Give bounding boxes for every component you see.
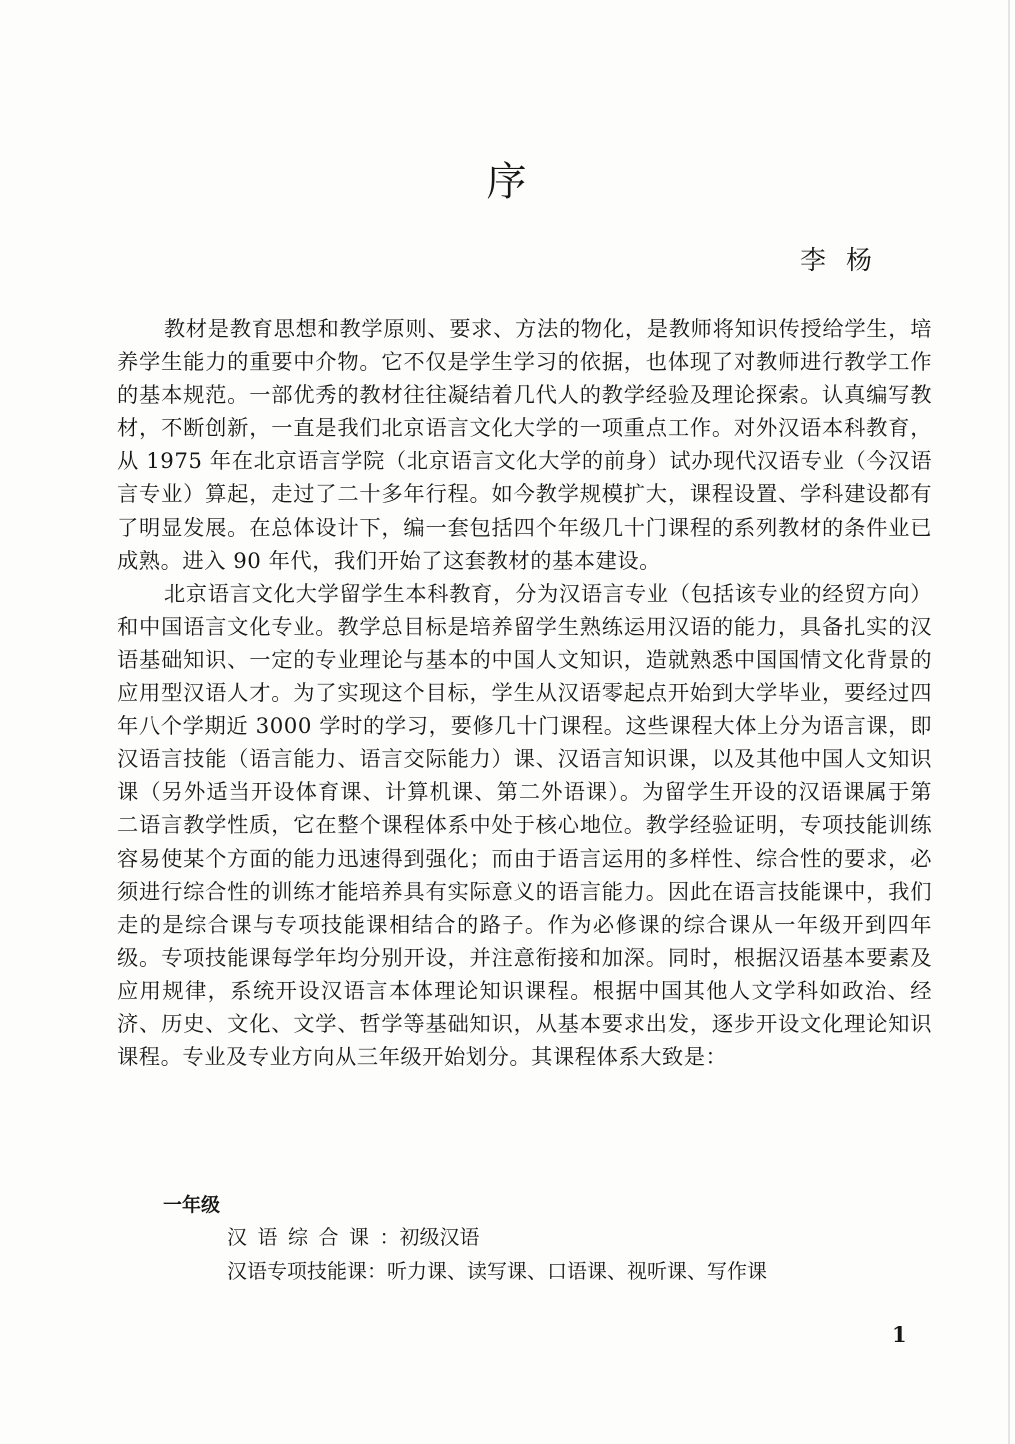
course-label: 汉语综合课 xyxy=(227,1225,380,1249)
author-name: 李杨 xyxy=(800,246,893,276)
body-text xyxy=(117,313,932,1074)
paragraph: 教材是教育思想和教学原则、要求、方法的物化，是教师将知识传授给学生，培养学生能力的重要中介物。它不仅是学生学习的依据，也体现了对教师进行教学工作的基本规范。一部优秀的教材往往凝结着几代人的教学经验及理论探索。认真编写教材，不断创新，一直是我们北京语言文化大学的一项重点工作。对外汉语本科教育，从 1975 年在北京语言学院（北京语言文化大学的前身）试办现代汉语专业（今汉语言专业）算起，走过了二十多年行程。如今教学规模扩大，课程设置、学科建设都有了明显发展。在总体设计下，编一套包括四个年级几十门课程的系列教材的条件业已成熟。进入 90 年代，我们开始了这套教材的基本建设。 xyxy=(117,317,932,574)
course-row xyxy=(227,1254,767,1288)
course-value: 听力课、读写课、口语课、视听课、写作课 xyxy=(387,1259,767,1283)
page-number: 1 xyxy=(892,1322,907,1347)
page-title: 序 xyxy=(486,159,529,205)
course-separator: ： xyxy=(367,1259,387,1283)
course-separator: ： xyxy=(379,1225,400,1249)
grade-heading: 一年级 xyxy=(163,1194,221,1216)
paragraph: 北京语言文化大学留学生本科教育，分为汉语言专业（包括该专业的经贸方向）和中国语言文化专业。教学总目标是培养留学生熟练运用汉语的能力，具备扎实的汉语基础知识、一定的专业理论与基本的中国人文知识，造就熟悉中国国情文化背景的应用型汉语人才。为了实现这个目标，学生从汉语零起点开始到大学毕业，要经过四年八个学期近 3000 学时的学习，要修几十门课程。这些课程大体上分为语言课，即汉语言技能（语言能力、语言交际能力）课、汉语言知识课，以及其他中国人文知识课（另外适当开设体育课、计算机课、第二外语课）。为留学生开设的汉语课属于第二语言教学性质，它在整个课程体系中处于核心地位。教学经验证明，专项技能训练容易使某个方面的能力迅速得到强化；而由于语言运用的多样性、综合性的要求，必须进行综合性的训练才能培养具有实际意义的语言能力。因此在语言技能课中，我们走的是综合课与专项技能课相结合的路子。作为必修课的综合课从一年级开到四年级。专项技能课每学年均分别开设，并注意衔接和加深。同时，根据汉语基本要素及应用规律，系统开设汉语言本体理论知识课程。根据中国其他人文学科如政治、经济、历史、文化、文学、哲学等基础知识，从基本要求出发，逐步开设文化理论知识课程。专业及专业方向从三年级开始划分。其课程体系大致是： xyxy=(117,581,932,1071)
course-list xyxy=(227,1220,767,1288)
course-value: 初级汉语 xyxy=(399,1225,480,1249)
scan-edge-divider xyxy=(1008,0,1010,1444)
course-row xyxy=(227,1220,767,1254)
course-label: 汉语专项技能课 xyxy=(227,1259,367,1283)
